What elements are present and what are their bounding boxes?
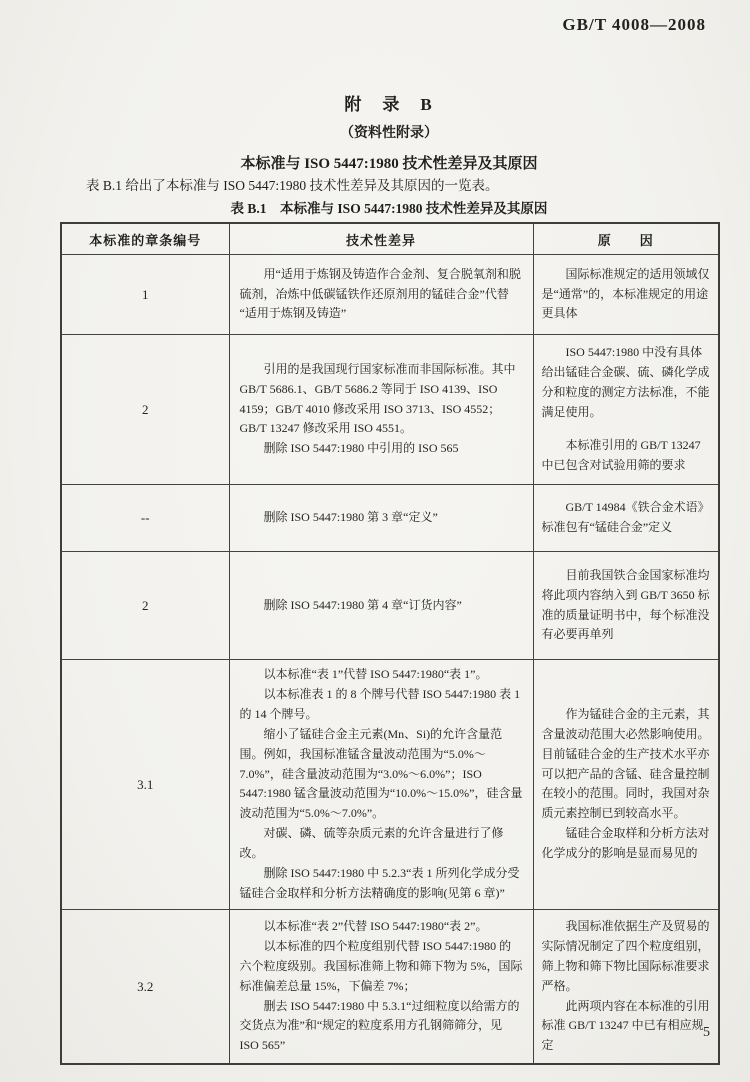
diff-cell	[229, 909, 533, 1064]
header-difference: 技术性差异	[229, 223, 533, 255]
reason-cell	[533, 335, 719, 485]
table-row	[61, 660, 719, 910]
paragraph: 作为锰硅合金的主元素，其含量波动范围大必然影响使用。目前锰硅合金的生产技术水平亦可以把产品的含锰、硅含量控制在较小的范围。同时，我国对杂质元素控制已到较高水平。	[541, 706, 710, 821]
paragraph: 删除 ISO 5447:1980 中 5.2.3“表 1 所列化学成分受锰硅合金取样和分析方法精确度的影响(见第 6 章)”	[239, 866, 520, 900]
table-row	[61, 335, 719, 485]
reason-cell	[533, 660, 719, 910]
diff-cell	[229, 255, 533, 335]
paragraph: 以本标准“表 1”代替 ISO 5447:1980“表 1”。	[263, 667, 488, 681]
paragraph: 此两项内容在本标准的引用标准 GB/T 13247 中已有相应规定	[541, 998, 710, 1053]
clause-cell: 2	[61, 552, 229, 660]
paragraph: 国际标准规定的适用领域仅是“通常”的，本标准规定的用途更具体	[541, 266, 710, 321]
clause-cell: --	[61, 485, 229, 552]
standard-code: GB/T 4008—2008	[562, 15, 706, 34]
table-body	[61, 255, 719, 1065]
header-clause: 本标准的章条编号	[61, 223, 229, 255]
paragraph: ISO 5447:1980 中没有具体给出锰硅合金碳、硫、磷化学成分和粒度的测定方法标准，不能满足使用。	[541, 344, 710, 419]
paragraph: 锰硅合金取样和分析方法对化学成分的影响是显而易见的	[541, 826, 710, 861]
clause-cell: 1	[61, 255, 229, 335]
diff-cell	[229, 552, 533, 660]
reason-cell	[533, 552, 719, 660]
header-reason: 原 因	[533, 223, 719, 255]
appendix-title-block	[60, 90, 718, 173]
paragraph: 引用的是我国现行国家标准而非国际标准。其中 GB/T 5686.1、GB/T 5686.2 等同于 ISO 4139、ISO 4159；GB/T 4010 修改采用 ISO 3713、ISO 4552；GB/T 13247 修改采用 ISO 4551。	[239, 361, 516, 436]
paragraph: 以本标准表 1 的 8 个牌号代替 ISO 5447:1980 表 1 的 14 个牌号。	[239, 686, 521, 721]
paragraph: 删去 ISO 5447:1980 中 5.3.1“过细粒度以给需方的交货点为准”和“规定的粒度系用方孔钢筛筛分，见 ISO 565”	[239, 998, 520, 1053]
table-header	[61, 223, 719, 255]
table-caption: 表 B.1 本标准与 ISO 5447:1980 技术性差异及其原因	[230, 201, 548, 216]
diff-cell	[229, 335, 533, 485]
intro-paragraph: 表 B.1 给出了本标准与 ISO 5447:1980 技术性差异及其原因的一览表。	[86, 178, 499, 193]
appendix-subtitle: （资料性附录）	[340, 126, 438, 141]
paragraph: 缩小了锰硅合金主元素(Mn、Si)的允许含量范围。例如，我国标准锰含量波动范围为“5.0%～7.0%”，硅含量波动范围为“3.0%～6.0%”；ISO 5447:1980 锰含量波动范围为“10.0%～15.0%”，硅含量波动范围为“5.0%～7.0%”。	[239, 726, 523, 821]
differences-table	[60, 222, 720, 1065]
table-header-row	[61, 223, 719, 255]
diff-cell	[229, 485, 533, 552]
page-number: 5	[703, 1025, 710, 1040]
paragraph: 对碳、磷、硫等杂质元素的允许含量进行了修改。	[239, 826, 504, 861]
clause-cell: 2	[61, 335, 229, 485]
paragraph: 我国标准依据生产及贸易的实际情况制定了四个粒度组别，筛上物和筛下物比国际标准要求严格。	[541, 918, 710, 993]
diff-cell	[229, 660, 533, 910]
reason-cell	[533, 255, 719, 335]
paragraph: 以本标准的四个粒度组别代替 ISO 5447:1980 的六个粒度级别。我国标准筛上物和筛下物为 5%，国际标准偏差总量 15%，下偏差 7%；	[239, 938, 523, 993]
paragraph: GB/T 14984《铁合金术语》标准包有“锰硅合金”定义	[541, 500, 710, 534]
paragraph: 本标准引用的 GB/T 13247 中已包含对试验用筛的要求	[541, 438, 701, 473]
paragraph: 以本标准“表 2”代替 ISO 5447:1980“表 2”。	[263, 918, 488, 933]
paragraph: 删除 ISO 5447:1980 第 3 章“定义”	[263, 510, 438, 525]
table-row	[61, 909, 719, 1064]
clause-cell: 3.1	[61, 660, 229, 910]
reason-cell	[533, 485, 719, 552]
table-row	[61, 255, 719, 335]
clause-cell: 3.2	[61, 909, 229, 1064]
table-row	[61, 485, 719, 552]
table-row	[61, 552, 719, 660]
appendix-heading: 本标准与 ISO 5447:1980 技术性差异及其原因	[240, 156, 538, 172]
appendix-title: 附 录 B	[344, 95, 434, 114]
paragraph: 目前我国铁合金国家标准均将此项内容纳入到 GB/T 3650 标准的质量证明书中，每个标准没有必要再单列	[541, 567, 710, 642]
paragraph: 用“适用于炼钢及铸造作合金剂、复合脱氧剂和脱硫剂，冶炼中低碳锰铁作还原剂用的锰硅合金”代替“适用于炼钢及铸造”	[239, 266, 521, 321]
reason-cell	[533, 909, 719, 1064]
paragraph: 删除 ISO 5447:1980 中引用的 ISO 565	[263, 441, 459, 456]
paragraph: 删除 ISO 5447:1980 第 4 章“订货内容”	[263, 597, 462, 612]
